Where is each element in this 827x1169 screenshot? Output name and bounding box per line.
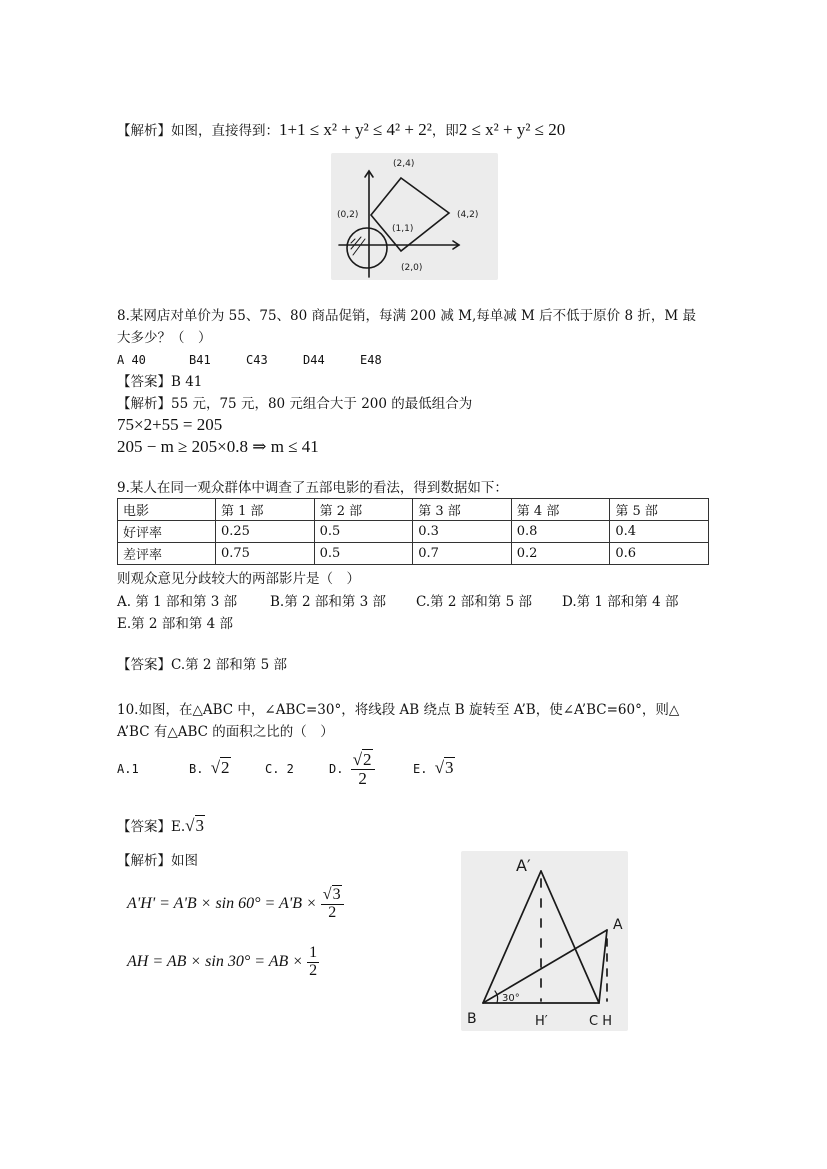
circle-shading [351,237,365,255]
q9-option-e: E.第 2 部和第 4 部 [117,616,233,632]
q8-options [117,350,382,370]
q8-option-d: D44 [303,353,325,367]
q7-analysis-label: 【解析】如图，直接得到： [117,123,279,139]
q8-answer: 【答案】B 41 [117,374,203,390]
q8-analysis: 【解析】55 元，75 元，80 元组合大于 200 的最低组合为 [117,396,473,412]
label-angle-30: 30° [502,993,520,1004]
table-header-cell: 第 5 部 [610,499,709,521]
table-header-cell: 第 2 部 [314,499,413,521]
q10-option-b: B. √2 [189,758,230,777]
table-cell: 0.25 [216,521,315,543]
q9-options [117,592,678,612]
table-cell: 好评率 [118,521,216,543]
table-cell: 0.5 [314,543,413,565]
q8-option-b: B41 [189,353,211,367]
q7-inequality-2: 2 ≤ x² + y² ≤ 20 [458,120,566,139]
q9-stem: 9.某人在同一观众群体中调查了五部电影的看法，得到数据如下： [117,480,508,496]
q9-option-a: A. 第 1 部和第 3 部 [117,594,238,610]
label-point-bottom: (2,0) [401,263,423,273]
table-cell: 0.7 [413,543,512,565]
label-point-right: (4,2) [457,210,479,220]
label-a-prime: A′ [516,856,531,875]
q8-option-e: E48 [360,353,382,367]
table-cell: 差评率 [118,543,216,565]
table-cell: 0.8 [511,521,610,543]
q10-option-e: E. √3 [413,758,454,777]
sketch-figure-2 [461,851,628,1031]
table-header-row [118,499,709,521]
label-point-mid: (1,1) [392,224,414,234]
q9-question: 则观众意见分歧较大的两部影片是（ ） [117,571,360,587]
q9-answer: 【答案】C.第 2 部和第 5 部 [117,657,287,673]
q10-options [117,750,455,786]
q9-rating-table [117,498,709,565]
segment-ba-prime [483,871,541,1003]
table-header-cell: 第 1 部 [216,499,315,521]
label-point-top: (2,4) [393,159,415,169]
label-a: A [613,917,623,933]
table-header-cell: 第 4 部 [511,499,610,521]
q7-analysis [117,120,565,141]
sketch-figure-2-drawing [461,851,628,1031]
q8-equation-2: 205 − m ≥ 205×0.8 ⇒ m ≤ 41 [117,437,319,456]
table-row [118,543,709,565]
table-cell: 0.5 [314,521,413,543]
q8-stem-line-1: 8.某网店对单价为 55、75、80 商品促销，每满 200 减 M,每单减 M 后不低于原价 8 折，M 最 [117,308,696,324]
q10-answer-value: √3 [185,816,204,835]
q10-stem-line-1: 10.如图，在△ABC 中，∠ABC=30°，将线段 AB 绕点 B 旋转至 A’B，使∠A’BC=60°，则△ [117,702,680,718]
q10-equation-1: A'H' = A'B × sin 60° = A'B × $\frac{√3}{2}$ [127,882,344,926]
q9-option-b: B.第 2 部和第 3 部 [270,594,387,610]
q10-stem-line-2: A’BC 有△ABC 的面积之比的（ ） [117,724,334,740]
table-cell: 0.2 [511,543,610,565]
table-row [118,521,709,543]
q10-option-c: C. 2 [265,762,294,776]
table-cell: 0.75 [216,543,315,565]
label-h-prime: H′ [535,1014,548,1029]
q10-answer [117,816,205,837]
q10-analysis: 【解析】如图 [117,853,198,869]
q10-option-d: D. $\frac{√2}{2}$ [329,751,413,788]
table-cell: 0.6 [610,543,709,565]
q10-equation-2: AH = AB × sin 30° = AB × $\frac{1}{2}$ [127,944,318,979]
q8-option-a: A 40 [117,353,146,367]
sketch-figure-1 [331,153,498,280]
square-region [371,178,449,251]
segment-ac [599,930,607,1003]
q8-equation-1: 75×2+55 = 205 [117,415,223,434]
table-cell: 0.4 [610,521,709,543]
q8-option-c: C43 [246,353,268,367]
sketch-figure-1-drawing [331,153,498,280]
label-ch: C H [589,1014,612,1029]
q9-option-c: C.第 2 部和第 5 部 [416,594,532,610]
label-point-left: (0,2) [337,210,359,220]
table-header-cell: 电影 [118,499,216,521]
q8-stem-line-2: 大多少？（ ） [117,330,212,346]
table-header-cell: 第 3 部 [413,499,512,521]
q7-inequality-1: 1+1 ≤ x² + y² ≤ 4² + 2² [279,120,432,139]
q10-answer-label: 【答案】E. [117,819,186,835]
label-b: B [467,1011,477,1027]
q10-option-a: A.1 [117,762,139,776]
q7-sep: ，即 [431,123,459,139]
q9-option-d: D.第 1 部和第 4 部 [562,594,679,610]
angle-arc [495,991,498,1003]
table-cell: 0.3 [413,521,512,543]
circle-region [347,228,387,268]
segment-a-prime-c [541,871,599,1003]
